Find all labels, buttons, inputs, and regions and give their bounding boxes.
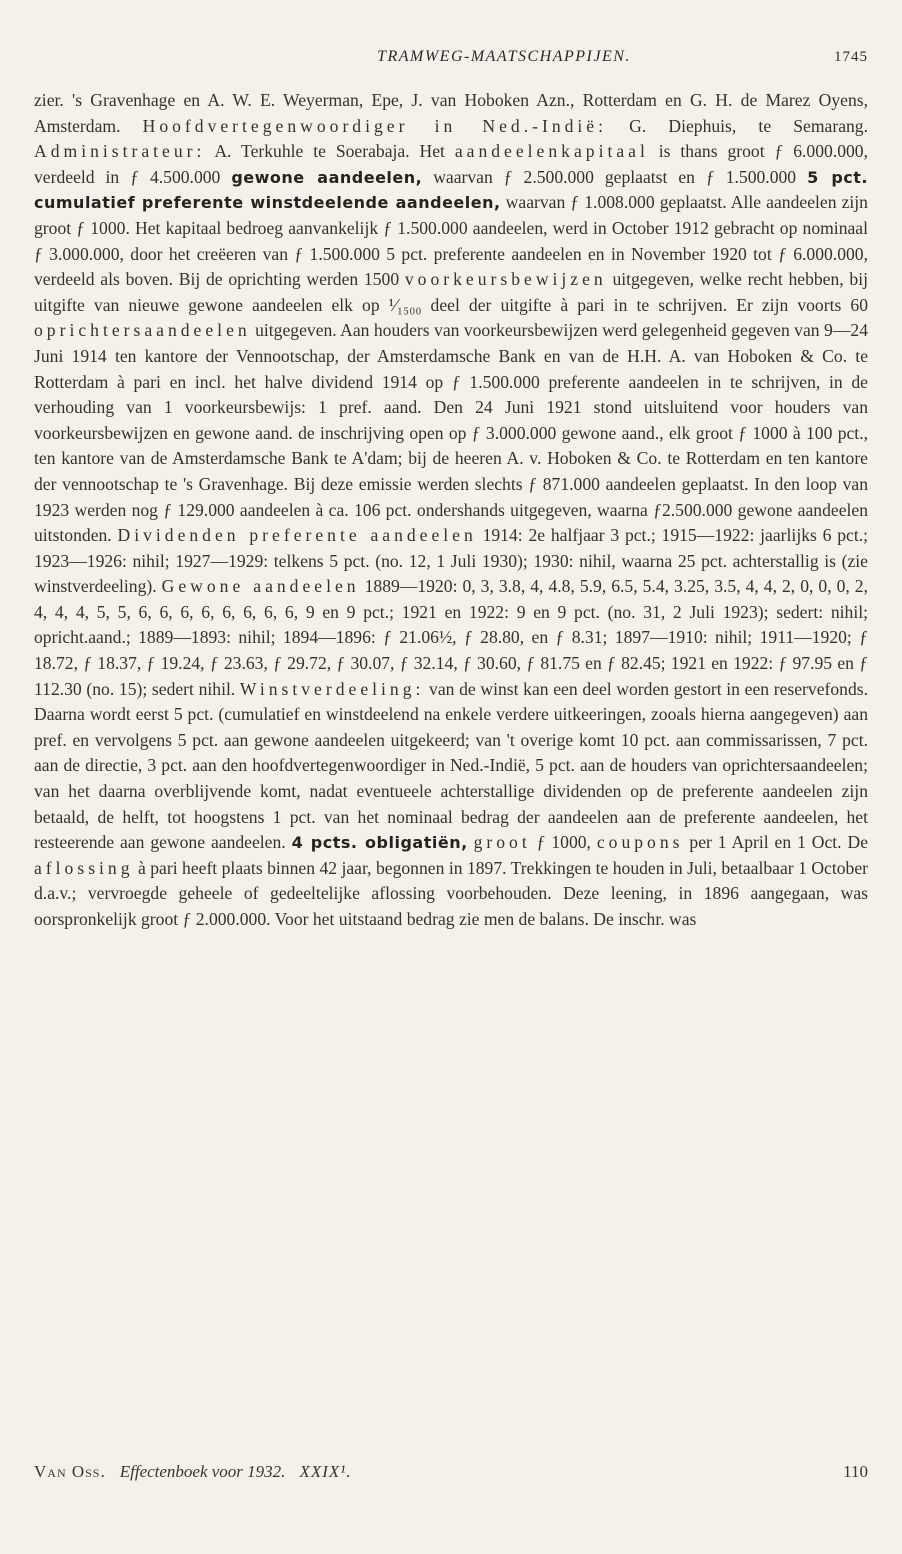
document-page	[34, 48, 868, 933]
text-run: zier. 's Gravenhage en A. W. E. Weyerman, Epe, J. van Hoboken Azn., Rotterdam en G. H. de Marez Oyens, Amsterdam.	[34, 90, 868, 136]
text-run: uitgegeven, welke recht hebben, bij uitgifte van nieuwe gewone aandeelen elk op ¹⁄₁₅₀₀ deel der uitgifte à pari in te schrijven. Er zijn voorts 60	[34, 269, 868, 315]
text-run: G. Diephuis, te Semarang.	[607, 115, 869, 136]
text-run: uitgegeven. Aan houders van voorkeursbewijzen werd gelegenheid gegeven van 9—24 Juni 1914 ten kantore der Vennootschap, der Amsterdamsche Bank en van de H.H. A. van Hoboken & Co. te Rotterdam à pari en incl. het halve dividend 1914 op ƒ 1.500.000 preferente aandeelen in te schrijven, in de verhouding van 1 voorkeursbewijs: 1 pref. aand. Den 24 Juni 1921 stond uitsluitend voor houders van voorkeursbewijzen en gewone aand. de inschrijving open op ƒ 3.000.000 gewone aand., elk groot ƒ 1000 à 100 pct., ten kantore van de Amsterdamsche Bank te A'dam; bij de heeren A. v. Hoboken & Co. te Rotterdam en ten kantore der vennootschap te 's Gravenhage. Bij deze emissie werden slechts ƒ 871.000 aandeelen geplaatst. In den loop van 1923 werden nog ƒ 129.000 aandeelen à ca. 106 pct. ondershands uitgegeven, waarna ƒ2.500.000 gewone aandeelen uitstonden.	[34, 320, 868, 546]
page-title: TRAMWEG-MAATSCHAPPIJEN.	[377, 48, 631, 65]
spaced-heading: aandeelenkapitaal	[454, 141, 649, 162]
spaced-heading: Gewone aandeelen	[161, 576, 360, 597]
main-paragraph	[34, 88, 868, 933]
spaced-heading: groot	[473, 832, 531, 853]
page-number: 1745	[834, 49, 868, 65]
text-run: 1889—1920: 0, 3, 3.8, 4, 4.8, 5.9, 6.5, 5.4, 3.25, 3.5, 4, 4, 2, 0, 0, 0, 2, 4, 4, 4, 5, 5, 6, 6, 6, 6, 6, 6, 6, 6, 9 en 9 pct.; 1921 en 1922: 9 en 9 pct. (no. 31, 2 Juli 1923); sedert: nihil; opricht.aand.; 1889—1893: nihil; 1894—1896: ƒ 21.06½, ƒ 28.80, en ƒ 8.31; 1897—1910: nihil; 1911—1920; ƒ 18.72, ƒ 18.37, ƒ 19.24, ƒ 23.63, ƒ 29.72, ƒ 30.07, ƒ 32.14, ƒ 30.60, ƒ 81.75 en ƒ 82.45; 1921 en 1922: ƒ 97.95 en ƒ 112.30 (no. 15); sedert nihil.	[34, 576, 868, 699]
bold-heading: gewone aandeelen,	[231, 167, 423, 187]
text-run: 1914: 2e halfjaar 3 pct.; 1915—1922: jaarlijks 6 pct.; 1923—1926: nihil; 1927—1929: telkens 5 pct. (no. 12, 1 Juli 1930); 1930: nihil, waarna 25 pct. achterstallig is (zie winstverdeeling).	[34, 525, 869, 597]
text-run: waarvan ƒ 1.008.000 geplaatst. Alle aandeelen zijn groot ƒ 1000. Het kapitaal bedroeg aanvankelijk ƒ 1.500.000 aandeelen, werd in October 1912 gebracht op nominaal ƒ 3.000.000, door het creëeren van ƒ 1.500.000 5 pct. preferente aandeelen en in November 1920 tot ƒ 6.000.000, verdeeld als boven. Bij de oprichting werden 1500	[34, 192, 868, 290]
footer-volume: XXIX¹.	[299, 1462, 352, 1481]
spaced-heading: voorkeursbewijzen	[404, 269, 607, 290]
text-run: is thans groot ƒ 6.000.000, verdeeld in ƒ 4.500.000	[34, 141, 869, 187]
footer-left	[34, 1462, 352, 1482]
spaced-heading: Administrateur:	[34, 141, 206, 162]
spaced-heading: Hoofdvertegenwoordiger in Ned.-Indië:	[142, 115, 608, 136]
page-footer	[34, 1462, 868, 1482]
bold-heading: 5 pct. cumulatief preferente winstdeelende aandeelen,	[34, 167, 869, 213]
spaced-heading: aflossing	[34, 857, 134, 878]
running-header	[34, 48, 868, 88]
body-text	[34, 88, 868, 933]
text-run: per 1 April en 1 Oct. De	[683, 832, 869, 853]
text-run: waarvan ƒ 2.500.000 geplaatst en ƒ 1.500.000	[422, 166, 808, 187]
bold-heading: 4 pcts. obligatiën,	[291, 833, 468, 853]
spaced-heading: coupons	[596, 832, 684, 853]
spaced-heading: oprichtersaandeelen	[34, 320, 251, 341]
footer-book-title: Effectenboek voor 1932.	[119, 1462, 286, 1481]
text-run: van de winst kan een deel worden gestort in een reservefonds. Daarna wordt eerst 5 pct. (cumulatief en winstdeelend na enkele verdere uitkeeringen, zooals hierna aangegeven) aan pref. en vervolgens 5 pct. aan gewone aandeelen uitgekeerd; van 't overige komt 10 pct. aan commissarissen, 7 pct. aan de directie, 3 pct. aan den hoofdvertegenwoordiger in Ned.-Indië, 5 pct. aan de houders van oprichtersaandeelen; van het daarna overblijvende komt, nadat eventueele achterstallige dividenden op de preferente aandeelen zijn betaald, de helft, tot hoogstens 1 pct. van het nominaal bedrag der aandeelen aan de preferente aandeelen, het resteerende aan gewone aandeelen.	[34, 678, 868, 853]
spaced-heading: Winstverdeeling:	[239, 678, 425, 699]
text-run: à pari heeft plaats binnen 42 jaar, begonnen in 1897. Trekkingen te houden in Juli, betaalbaar 1 October d.a.v.; vervroegde geheele of gedeeltelijke aflossing voorbehouden. Deze leening, in 1896 aangegaan, was oorspronkelijk groot ƒ 2.000.000. Voor het uitstaand bedrag zie men de balans. De inschr. was	[34, 857, 868, 929]
text-run: ƒ 1000,	[530, 832, 597, 853]
spaced-heading: Dividenden preferente aandeelen	[117, 525, 477, 546]
footer-sheet-number: 110	[843, 1462, 868, 1481]
text-run: A. Terkuhle te Soerabaja. Het	[205, 141, 455, 162]
footer-publisher: Van Oss.	[34, 1462, 106, 1481]
